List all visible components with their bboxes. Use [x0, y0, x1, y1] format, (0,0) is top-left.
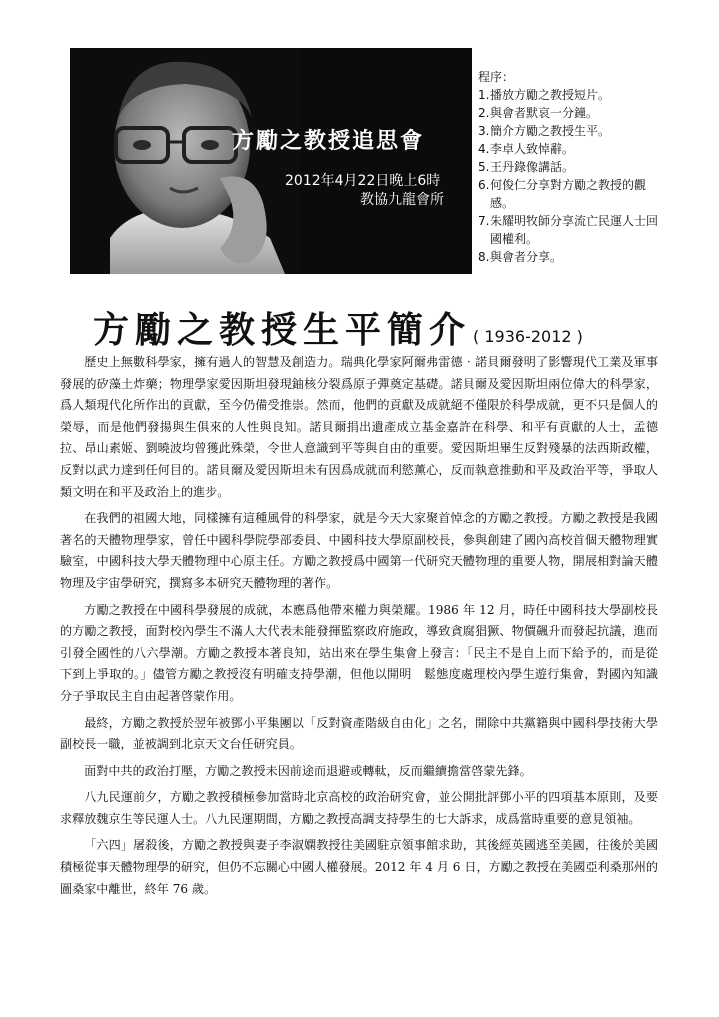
- paragraph: 最終，方勵之教授於翌年被鄧小平集團以「反對資產階級自由化」之名，開除中共黨籍與中國科學技術大學副校長一職，並被調到北京天文台任研究員。: [60, 715, 658, 752]
- paragraph: 「六四」屠殺後，方勵之教授與妻子李淑嫻教授往美國駐京領事館求助，其後經英國逃至美國，往後於美國積極從事天體物理學的研究，但仍不忘關心中國人權發展。2012 年 4 月 6 日，方勵之教授在美國亞利桑那州的圖桑家中離世，終年 76 歲。: [60, 838, 658, 896]
- biography-body: [60, 352, 658, 905]
- banner-date: 2012年4月22日晚上6時: [285, 173, 441, 189]
- program-item: 2. 與會者默哀一分鐘。: [478, 106, 599, 120]
- program-item: 1. 播放方勵之教授短片。: [478, 88, 611, 102]
- program-item: 8. 與會者分享。: [478, 250, 563, 264]
- program-title: 程序：: [478, 70, 515, 84]
- page-title-years: ( 1936-2012 ): [473, 327, 583, 346]
- memorial-banner: [70, 48, 472, 274]
- paragraph: 面對中共的政治打壓，方勵之教授未因前途而退避或轉軚，反而繼續擔當啓蒙先鋒。: [84, 763, 532, 778]
- page-title: [93, 302, 583, 353]
- program-list: [478, 68, 658, 266]
- program-item: 4. 李卓人致悼辭。: [478, 142, 575, 156]
- paragraph: 歷史上無數科學家，擁有過人的智慧及創造力。瑞典化學家阿爾弗雷德‧諾貝爾發明了影響現代工業及軍事發展的矽藻土炸藥；物理學家愛因斯坦發現鈾核分裂爲原子彈奠定基礎。諾貝爾及愛因斯坦兩位偉大的科學家，爲人類現代化所作出的貢獻，至今仍備受推崇。然而，他們的貢獻及成就絕不僅限於科學成就，更不只是個人的榮辱，而是他們發揚與生俱來的人性與良知。諾貝爾捐出遺產成立基金嘉許在科學、和平有貢獻的人士，孟德拉、昂山素姬、劉曉波均曾獲此殊榮，令世人意識到平等與自由的重要。愛因斯坦畢生反對殘暴的法西斯政權，反對以武力達到任何目的。諾貝爾及愛因斯坦未有因爲成就而利慾薰心，反而執意推動和平及政治平等，爭取人類文明在和平及政治上的進步。: [60, 355, 658, 499]
- banner-title: 方勵之教授追思會: [232, 128, 425, 154]
- paragraph: 八九民運前夕，方勵之教授積極參加當時北京高校的政治研究會，並公開批評鄧小平的四項基本原則，及要求釋放魏京生等民運人士。八九民運期間，方勵之教授高調支持學生的七大訴求，成爲當時重要的意見領袖。: [60, 790, 658, 826]
- page-title-text: 方勵之教授生平簡介: [93, 309, 472, 351]
- program-item: 3. 簡介方勵之教授生平。: [478, 124, 611, 138]
- paragraph: 在我們的祖國大地，同樣擁有這種風骨的科學家，就是今天大家聚首悼念的方勵之教授。方勵之教授是我國著名的天體物理學家，曾任中國科學院學部委員、中國科技大學原副校長，參與創建了國內高校首個天體物理實驗室，中國科技大學天體物理中心原主任。方勵之教授爲中國第一代研究天體物理的重要人物，開展相對論天體物理及宇宙學研究，撰寫多本研究天體物理的著作。: [60, 511, 658, 590]
- portrait-photo: [70, 48, 300, 274]
- program-item: 7. 朱耀明牧師分享流亡民運人士回國權利。: [478, 214, 659, 246]
- paragraph: 方勵之教授在中國科學發展的成就，本應爲他帶來權力與榮耀。1986 年 12 月，時任中國科技大學副校長的方勵之教授，面對校內學生不滿人大代表未能發揮監察政府施政，導致貪腐猖獗、物價飆升而發起抗議，進而引發全國性的八六學潮。方勵之教授本著良知，站出來在學生集會上發言：「民主不是自上而下給予的，而是從下到上爭取的。」儘管方勵之教授沒有明確支持學潮，但他以開明 鬆態度處理校內學生遊行集會，對國內知識分子爭取民主自由起著啓蒙作用。: [60, 602, 658, 703]
- program-item: 6. 何俊仁分享對方勵之教授的觀感。: [478, 178, 647, 210]
- banner-venue: 教協九龍會所: [360, 192, 444, 208]
- program-item: 5. 王丹錄像講話。: [478, 160, 575, 174]
